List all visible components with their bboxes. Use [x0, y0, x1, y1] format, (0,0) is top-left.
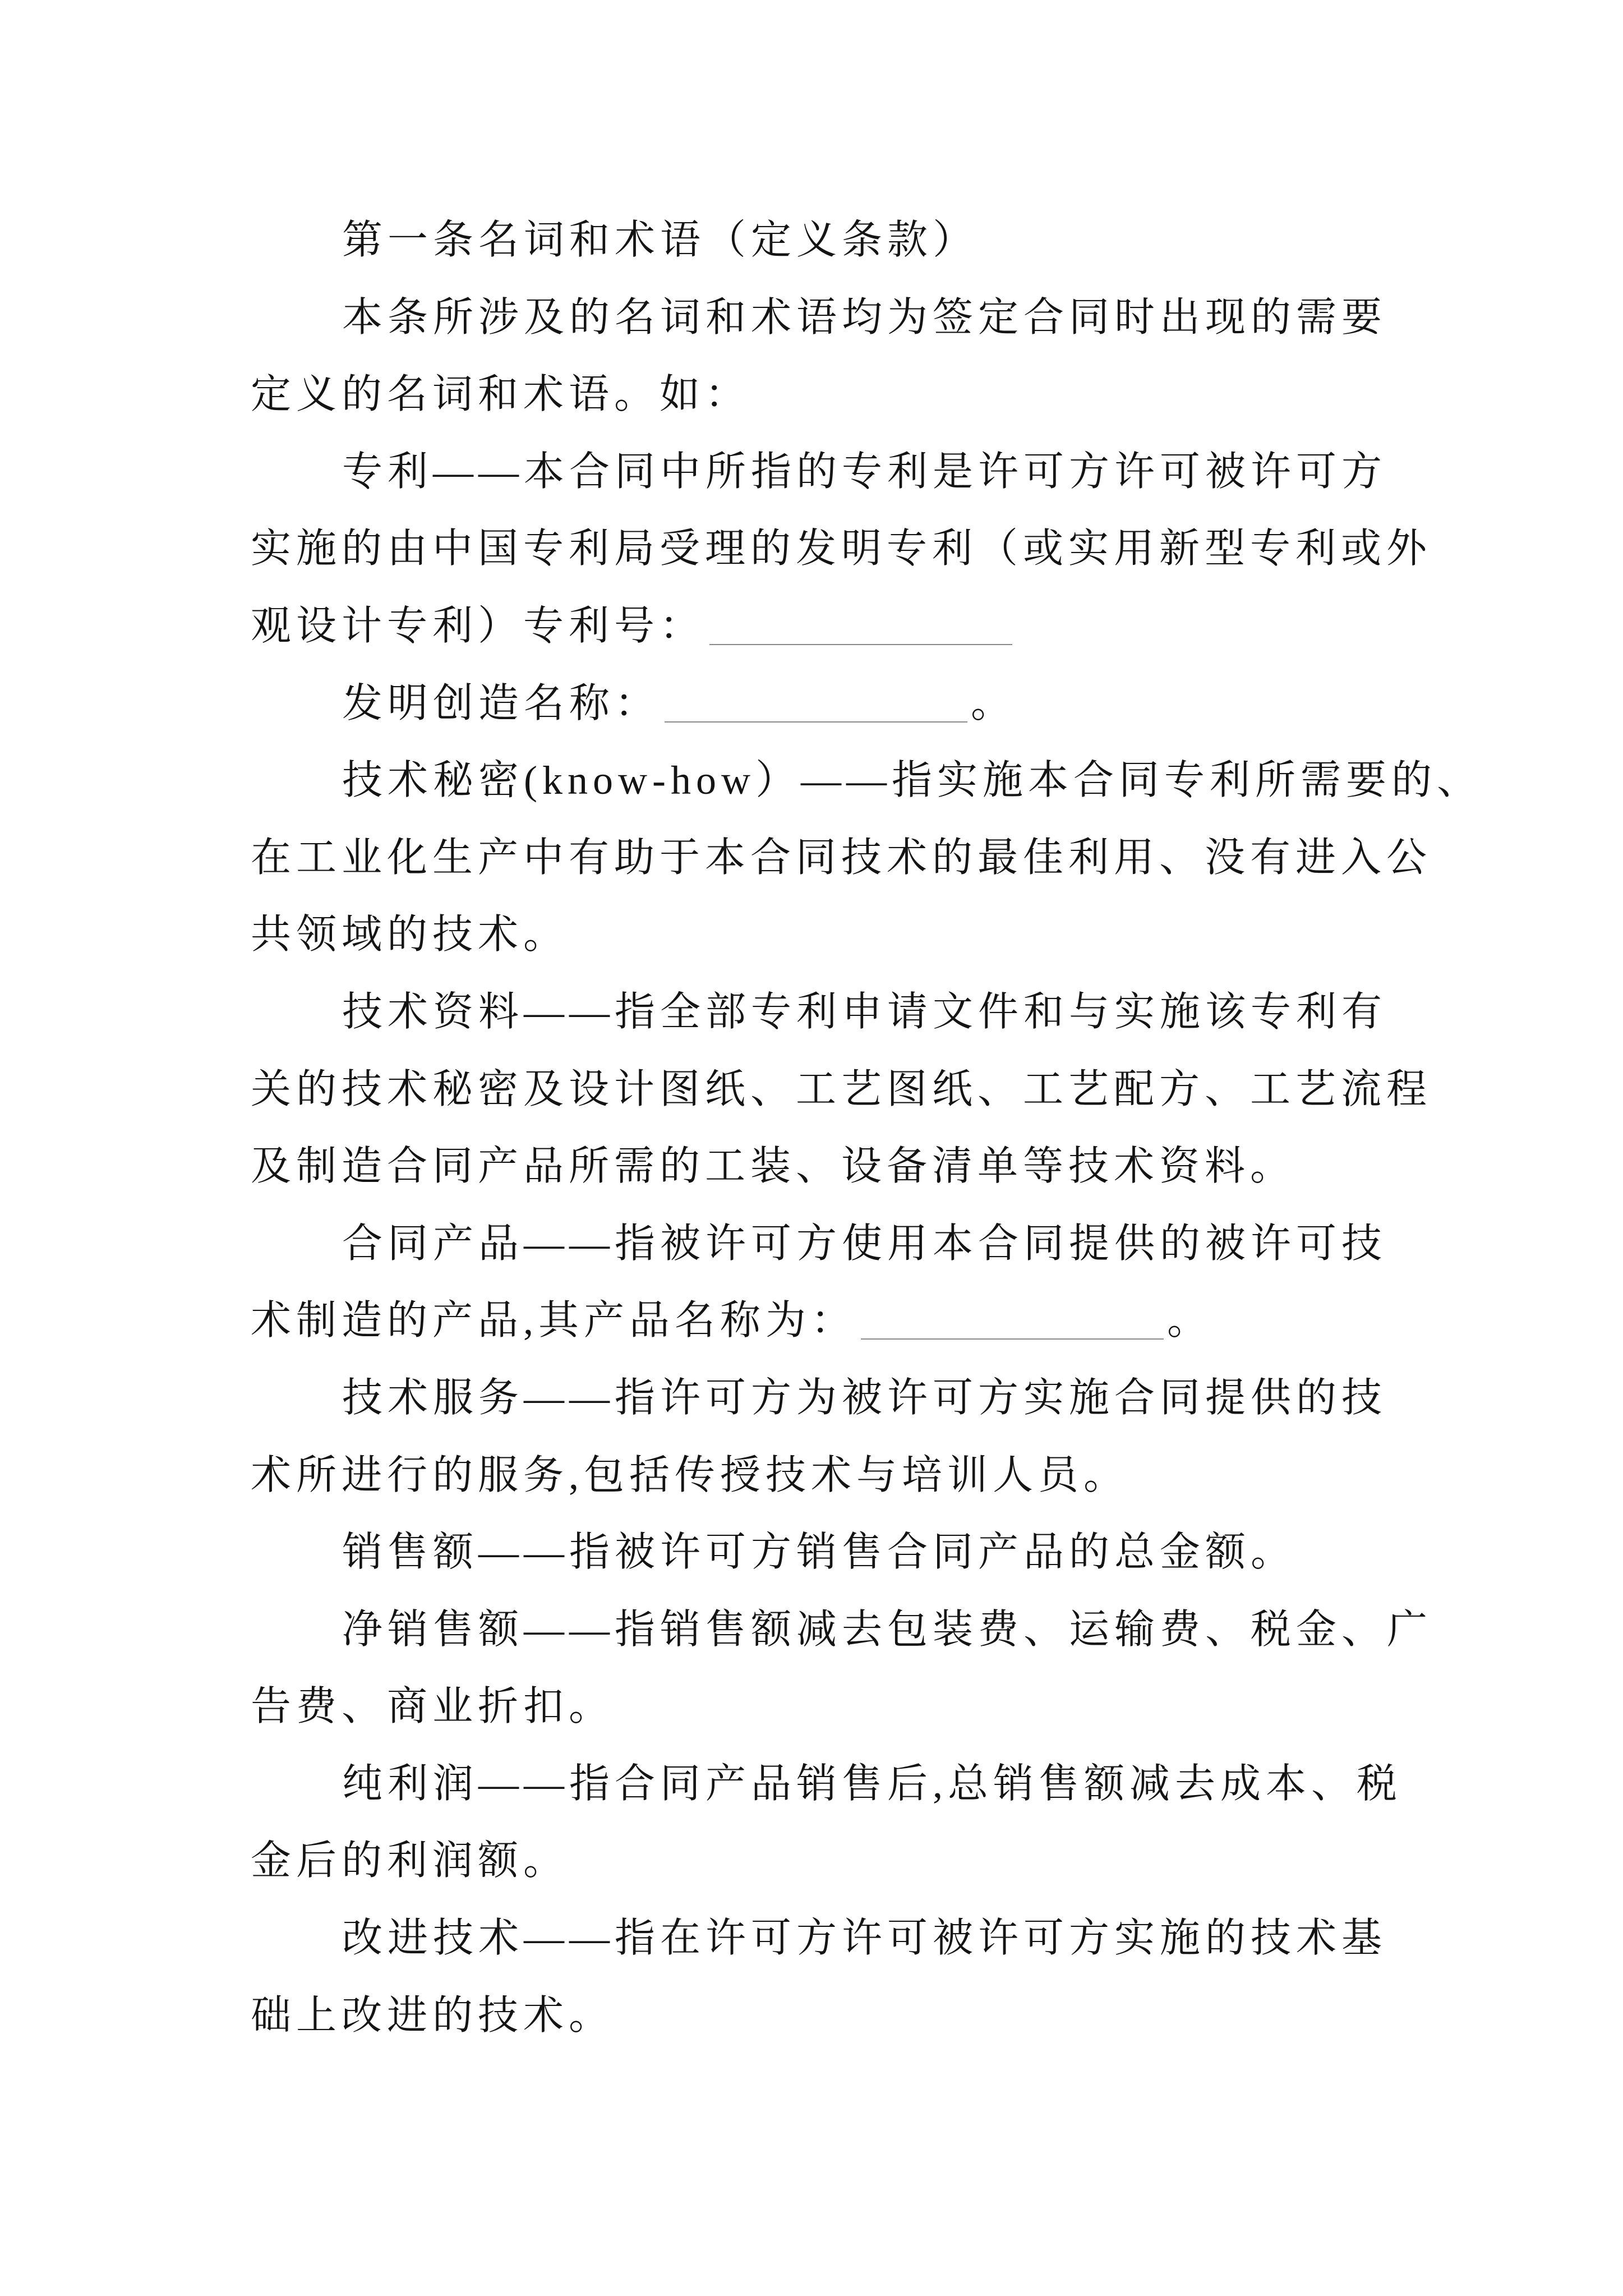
- paragraph-line: 金后的利润额。: [251, 1838, 569, 1884]
- paragraph-line: 合同产品——指被许可方使用本合同提供的被许可技: [342, 1221, 1387, 1266]
- paragraph-line: 技术秘密(know-how）——指实施本合同专利所需要的、: [342, 758, 1482, 803]
- paragraph-line: 技术资料——指全部专利申请文件和与实施该专利有: [342, 989, 1387, 1034]
- product-name-label: 术制造的产品,其产品名称为：: [251, 1298, 857, 1343]
- definition-paragraph-net-sales: [251, 1591, 1433, 1746]
- paragraph-line: 及制造合同产品所需的工装、设备清单等技术资料。: [251, 1144, 1296, 1189]
- paragraph-line: 在工业化生产中有助于本合同技术的最佳利用、没有进入公: [251, 835, 1432, 880]
- paragraph-line: 净销售额——指销售额减去包装费、运输费、税金、广: [342, 1607, 1433, 1652]
- paragraph-line: 术所进行的服务,包括传授技术与培训人员。: [251, 1452, 1129, 1498]
- paragraph-line: 专利——本合同中所指的专利是许可方许可被许可方: [342, 449, 1387, 494]
- paragraph-line: 告费、商业折扣。: [251, 1684, 615, 1729]
- line-suffix: 。: [1167, 1298, 1213, 1343]
- paragraph-line: 定义的名词和术语。如：: [251, 372, 751, 417]
- invention-name-label: 发明创造名称：: [342, 680, 661, 726]
- paragraph-line: [251, 588, 1387, 665]
- paragraph-line: 改进技术——指在许可方许可被许可方实施的技术基: [342, 1916, 1387, 1961]
- definition-paragraph-technical-service: [251, 1360, 1387, 1514]
- definition-paragraph-contract-product: [251, 1205, 1387, 1360]
- paragraph-line: 共领域的技术。: [251, 912, 569, 958]
- paragraph-line: 实施的由中国专利局受理的发明专利（或实用新型专利或外: [251, 526, 1432, 572]
- invention-name-blank: [665, 721, 967, 723]
- line-suffix: 。: [971, 680, 1017, 726]
- heading-line: 第一条名词和术语（定义条款）: [342, 218, 979, 263]
- paragraph-line: 关的技术秘密及设计图纸、工艺图纸、工艺配方、工艺流程: [251, 1066, 1432, 1112]
- definition-paragraph-sales: [251, 1514, 1387, 1591]
- paragraph-line: 技术服务——指许可方为被许可方实施合同提供的技: [342, 1375, 1387, 1420]
- definition-paragraph-net-profit: [251, 1746, 1403, 1900]
- paragraph-line: 本条所涉及的名词和术语均为签定合同时出现的需要: [342, 295, 1387, 340]
- patent-number-blank: [709, 644, 1012, 645]
- paragraph-line: 销售额——指被许可方销售合同产品的总金额。: [342, 1530, 1297, 1575]
- paragraph-line: 纯利润——指合同产品销售后,总销售额减去成本、税: [342, 1761, 1403, 1806]
- definition-paragraph-know-how: [251, 742, 1482, 974]
- product-name-blank: [861, 1338, 1164, 1340]
- definition-paragraph-technical-data: [251, 974, 1432, 1205]
- patent-number-label: 观设计专利）专利号：: [251, 603, 706, 648]
- definition-paragraph-improved-technology: [251, 1900, 1387, 2054]
- definition-paragraph-invention-name: [251, 665, 1387, 743]
- definition-paragraph-patent: [251, 434, 1432, 665]
- paragraph-line: [251, 665, 1387, 743]
- intro-paragraph: [251, 279, 1387, 434]
- document-body: [251, 202, 1482, 2054]
- paragraph-line: [251, 1282, 1387, 1360]
- section-heading: [251, 202, 1387, 279]
- paragraph-line: 础上改进的技术。: [251, 1993, 615, 2038]
